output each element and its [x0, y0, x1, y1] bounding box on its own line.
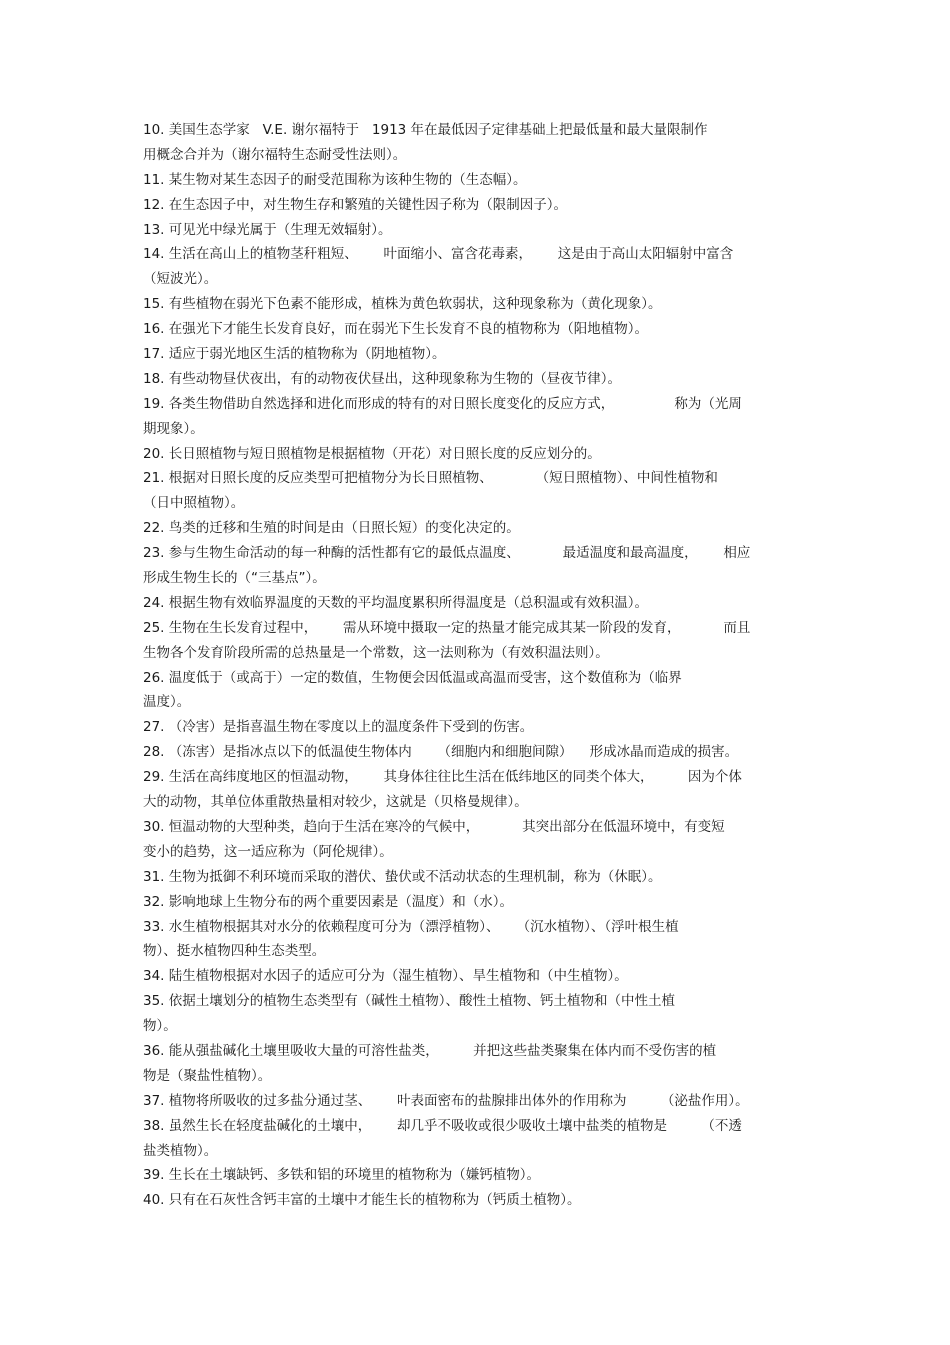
line-text: 形成生物生长的（“三基点”）。 [143, 570, 326, 587]
text-line [143, 840, 808, 865]
line-text: 16. 在强光下才能生长发育良好，而在弱光下生长发育不良的植物称为（阳地植物）。 [143, 321, 649, 338]
text-line [143, 267, 808, 292]
line-text: 35. 依据土壤划分的植物生态类型有（碱性土植物）、酸性土植物、钙土植物和（中性土植 [143, 993, 676, 1010]
text-line [143, 616, 808, 641]
line-text: 36. 能从强盐碱化土壤里吸收大量的可溶性盐类， 并把这些盐类聚集在体内而不受伤害的植 [143, 1042, 717, 1059]
line-text: 39. 生长在土壤缺钙、多铁和铝的环境里的植物称为（嫌钙植物）。 [143, 1167, 541, 1184]
line-text: 23. 参与生物生命活动的每一种酶的活性都有它的最低点温度、 最适温度和最高温度， 相应 [143, 545, 751, 562]
text-line [143, 466, 808, 491]
line-text: 26. 温度低于（或高于）一定的数值，生物便会因低温或高温而受害，这个数值称为（临界 [143, 669, 682, 686]
text-line [143, 715, 808, 740]
text-line [143, 1213, 808, 1238]
line-text: 40. 只有在石灰性含钙丰富的土壤中才能生长的植物称为（钙质土植物）。 [143, 1192, 581, 1209]
line-text: 盐类植物）。 [143, 1142, 218, 1159]
line-text: 31. 生物为抵御不利环境而采取的潜伏、蛰伏或不活动状态的生理机制，称为（休眠）。 [143, 868, 662, 885]
text-line [143, 1188, 808, 1213]
line-text: 13. 可见光中绿光属于（生理无效辐射）。 [143, 221, 392, 238]
line-text: 19. 各类生物借助自然选择和进化而形成的特有的对日照长度变化的反应方式， 称为（光周 [143, 395, 742, 412]
line-text: 28. （冻害）是指冰点以下的低温使生物体内 （细胞内和细胞间隙） 形成冰晶而造成的损害。 [143, 744, 739, 761]
line-text: 18. 有些动物昼伏夜出，有的动物夜伏昼出，这种现象称为生物的（昼夜节律）。 [143, 370, 622, 387]
line-text: 14. 生活在高山上的植物茎秆粗短、 叶面缩小、富含花毒素， 这是由于高山太阳辐射中富含 [143, 246, 734, 263]
line-text: 15. 有些植物在弱光下色素不能形成，植株为黄色软弱状，这种现象称为（黄化现象）。 [143, 296, 662, 313]
text-line [143, 143, 808, 168]
text-line [143, 915, 808, 940]
line-text: 生物各个发育阶段所需的总热量是一个常数，这一法则称为（有效积温法则）。 [143, 644, 609, 661]
line-text: （日中照植物）。 [143, 495, 245, 512]
text-line [143, 218, 808, 243]
text-line [143, 666, 808, 691]
line-text: 22. 鸟类的迁移和生殖的时间是由（日照长短）的变化决定的。 [143, 520, 520, 537]
text-line [143, 865, 808, 890]
text-line [143, 1163, 808, 1188]
text-line [143, 342, 808, 367]
text-line [143, 939, 808, 964]
text-line [143, 541, 808, 566]
text-line [143, 317, 808, 342]
text-line [143, 815, 808, 840]
text-line [143, 168, 808, 193]
line-text: 29. 生活在高纬度地区的恒温动物， 其身体往往比生活在低纬地区的同类个体大， 因为个体 [143, 769, 742, 786]
text-line [143, 242, 808, 267]
text-line [143, 765, 808, 790]
line-text: 11. 某生物对某生态因子的耐受范围称为该种生物的（生态幅）。 [143, 171, 527, 188]
line-text: 温度）。 [143, 694, 191, 711]
question-list [143, 118, 808, 1238]
line-text: 24. 根据生物有效临界温度的天数的平均温度累积所得温度是（总积温或有效积温）。 [143, 594, 649, 611]
line-text: （短波光）。 [143, 271, 218, 288]
line-text: 32. 影响地球上生物分布的两个重要因素是（温度）和（水）。 [143, 893, 514, 910]
line-text: 30. 恒温动物的大型种类，趋向于生活在寒冷的气候中， 其突出部分在低温环境中，有变短 [143, 818, 725, 835]
text-line [143, 417, 808, 442]
line-text: 物是（聚盐性植物）。 [143, 1067, 272, 1084]
line-text: 27. （冷害）是指喜温生物在零度以上的温度条件下受到的伤害。 [143, 719, 534, 736]
text-line [143, 118, 808, 143]
line-text: 20. 长日照植物与短日照植物是根据植物（开花）对日照长度的反应划分的。 [143, 445, 601, 462]
text-line [143, 193, 808, 218]
text-line [143, 989, 808, 1014]
text-line [143, 1089, 808, 1114]
text-line [143, 491, 808, 516]
line-text: 变小的趋势，这一适应称为（阿伦规律）。 [143, 843, 393, 860]
line-text: 17. 适应于弱光地区生活的植物称为（阴地植物）。 [143, 346, 446, 363]
text-line [143, 1039, 808, 1064]
text-line [143, 740, 808, 765]
text-line [143, 367, 808, 392]
text-line [143, 964, 808, 989]
line-text: 物）、挺水植物四种生态类型。 [143, 943, 326, 960]
line-text: 38. 虽然生长在轻度盐碱化的土壤中， 却几乎不吸收或很少吸收土壤中盐类的植物是 （不透 [143, 1117, 742, 1134]
line-text: 34. 陆生植物根据对水因子的适应可分为（湿生植物）、旱生植物和（中生植物）。 [143, 968, 628, 985]
text-line [143, 392, 808, 417]
text-line [143, 1139, 808, 1164]
text-line [143, 890, 808, 915]
text-line [143, 1064, 808, 1089]
line-text: 物）。 [143, 1018, 177, 1035]
text-line [143, 1114, 808, 1139]
text-line [143, 292, 808, 317]
text-line [143, 442, 808, 467]
text-line [143, 641, 808, 666]
line-text: 33. 水生植物根据其对水分的依赖程度可分为（漂浮植物）、 （沉水植物）、（浮叶根生植 [143, 918, 679, 935]
line-text: 期现象）。 [143, 420, 204, 437]
line-text: 大的动物，其单位体重散热量相对较少，这就是（贝格曼规律）。 [143, 794, 528, 811]
text-line [143, 690, 808, 715]
text-line [143, 516, 808, 541]
line-text: 用概念合并为（谢尔福特生态耐受性法则）。 [143, 146, 407, 163]
line-text: 37. 植物将所吸收的过多盐分通过茎、 叶表面密布的盐腺排出体外的作用称为 （泌盐作用）。 [143, 1092, 749, 1109]
text-line [143, 790, 808, 815]
text-line [143, 1014, 808, 1039]
line-text: 21. 根据对日照长度的反应类型可把植物分为长日照植物、 （短日照植物）、中间性植物和 [143, 470, 718, 487]
line-text: 10. 美国生态学家 V.E. 谢尔福特于 1913 年在最低因子定律基础上把最低量和最大量限制作 [143, 122, 708, 138]
text-line [143, 591, 808, 616]
line-text: 25. 生物在生长发育过程中， 需从环境中摄取一定的热量才能完成其某一阶段的发育， 而且 [143, 619, 751, 636]
line-text: 12. 在生态因子中，对生物生存和繁殖的关键性因子称为（限制因子）。 [143, 196, 568, 213]
text-line [143, 566, 808, 591]
